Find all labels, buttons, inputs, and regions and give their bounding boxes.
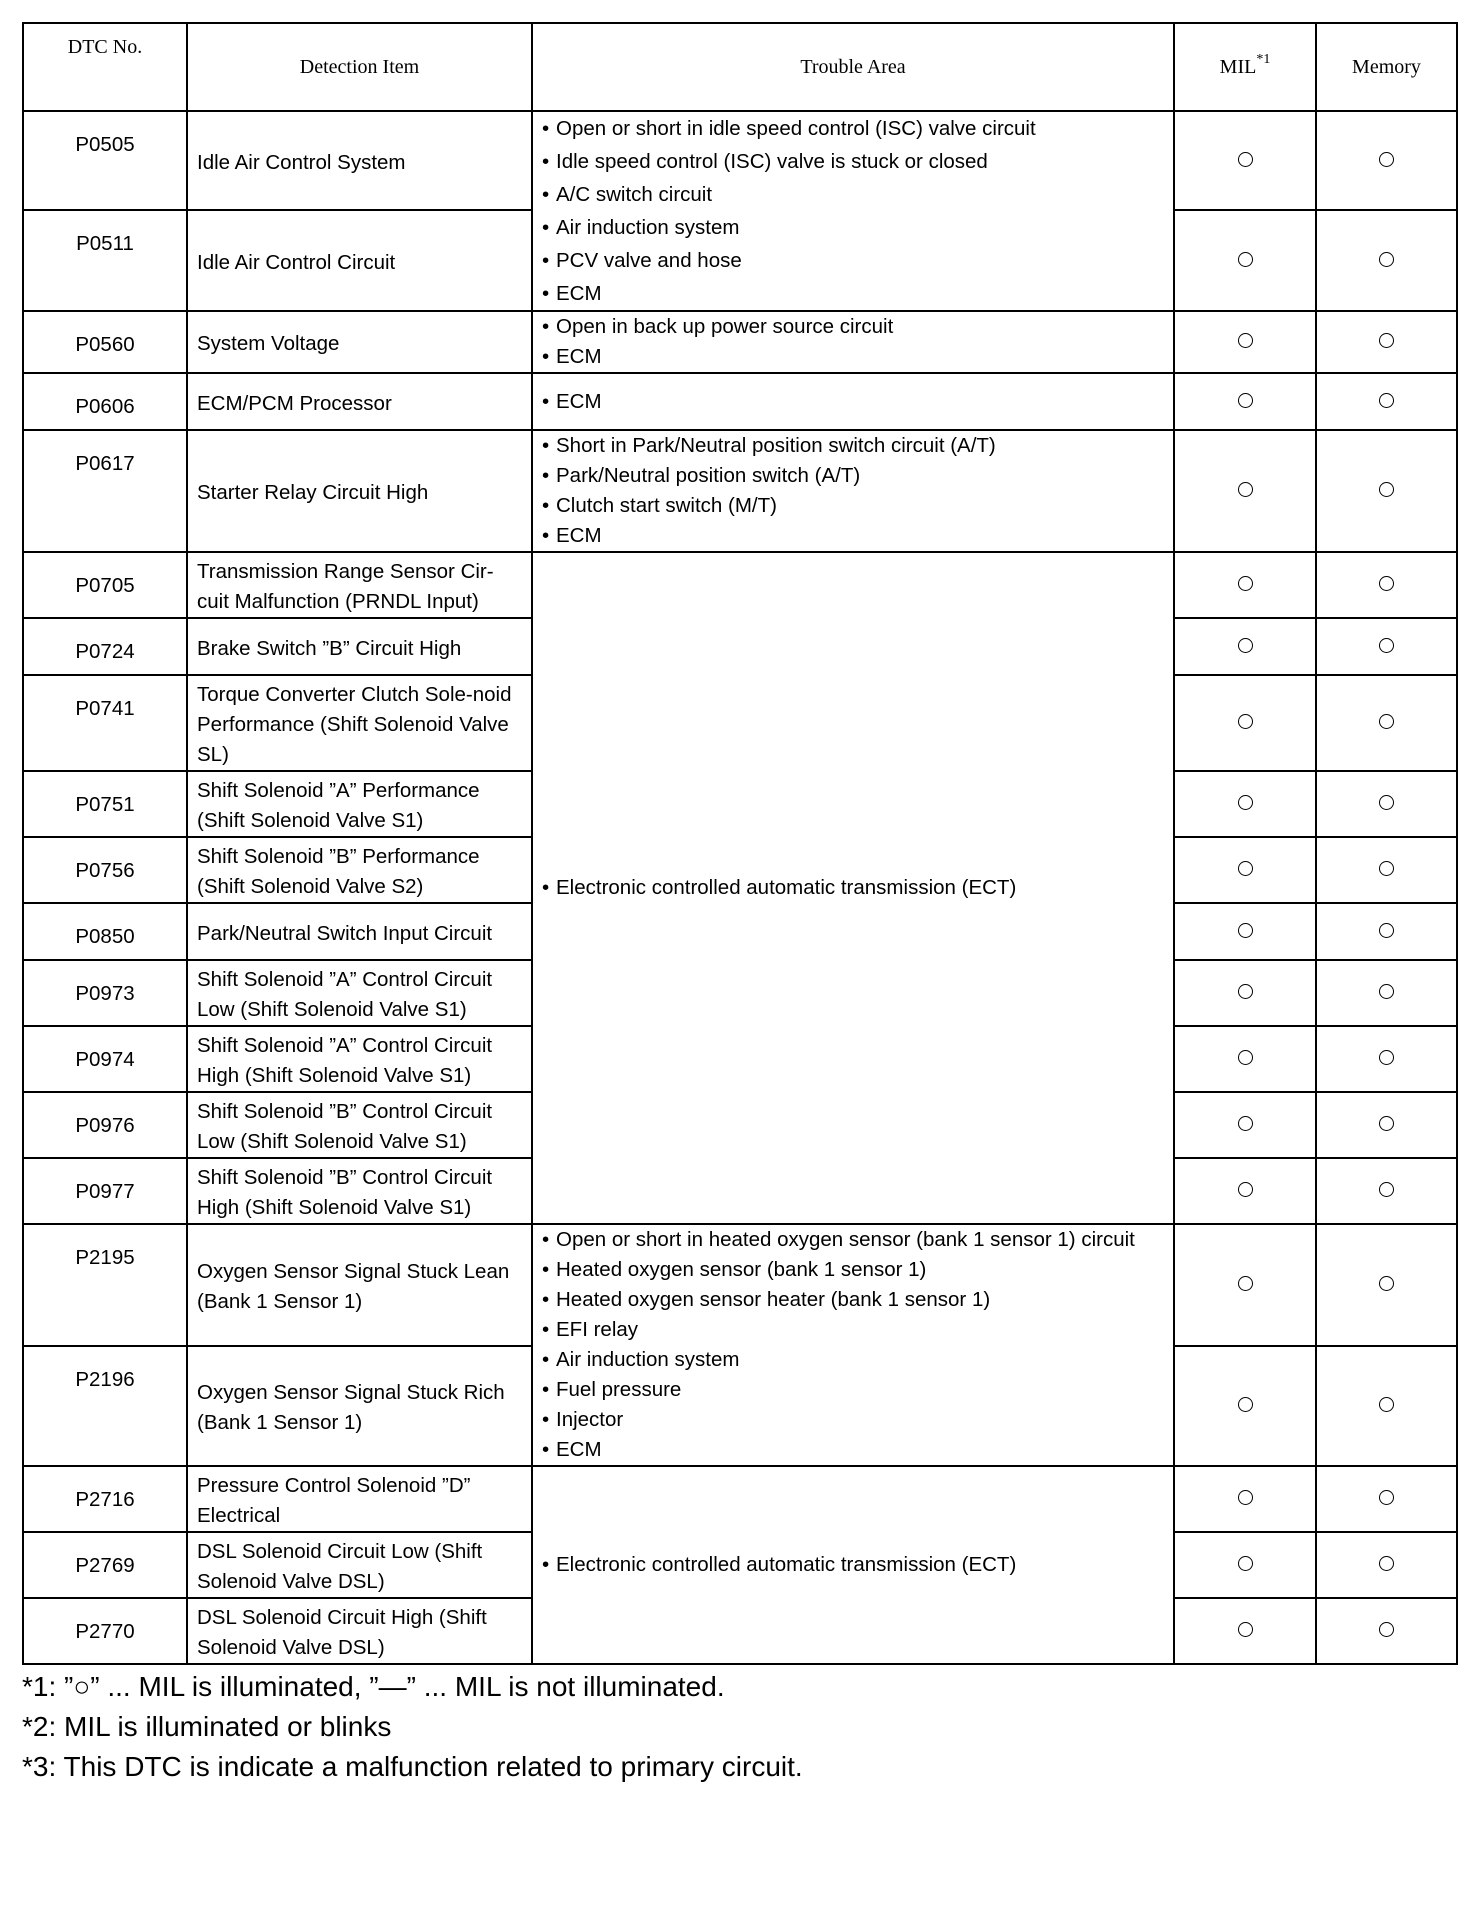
memory-cell bbox=[1316, 837, 1457, 903]
trouble-item: • Fuel pressure bbox=[542, 1375, 1167, 1405]
circle-icon bbox=[1238, 861, 1253, 876]
circle-icon bbox=[1379, 1490, 1394, 1505]
trouble-item: • Short in Park/Neutral position switch circuit (A/T) bbox=[542, 431, 1167, 461]
dtc-code: P0977 bbox=[23, 1158, 187, 1224]
dtc-code: P2195 bbox=[23, 1224, 187, 1346]
memory-cell bbox=[1316, 373, 1457, 430]
table-row bbox=[23, 1466, 1457, 1532]
trouble-item: • EFI relay bbox=[542, 1315, 1167, 1345]
detection-item: Transmission Range Sensor Cir-cuit Malfunction (PRNDL Input) bbox=[187, 552, 532, 618]
memory-cell bbox=[1316, 552, 1457, 618]
detection-item: Pressure Control Solenoid ”D” Electrical bbox=[187, 1466, 532, 1532]
mil-cell bbox=[1174, 373, 1316, 430]
trouble-item: • Electronic controlled automatic transmission (ECT) bbox=[542, 873, 1167, 903]
trouble-item: • Open or short in heated oxygen sensor (bank 1 sensor 1) circuit bbox=[542, 1225, 1167, 1255]
table-row bbox=[23, 430, 1457, 552]
header-mil-label: MIL bbox=[1219, 55, 1257, 78]
circle-icon bbox=[1238, 393, 1253, 408]
mil-cell bbox=[1174, 1026, 1316, 1092]
dtc-code: P0560 bbox=[23, 311, 187, 373]
circle-icon bbox=[1379, 576, 1394, 591]
circle-icon bbox=[1238, 1397, 1253, 1412]
circle-icon bbox=[1238, 333, 1253, 348]
circle-icon bbox=[1379, 1276, 1394, 1291]
memory-cell bbox=[1316, 1598, 1457, 1664]
detection-item: DSL Solenoid Circuit Low (Shift Solenoid Valve DSL) bbox=[187, 1532, 532, 1598]
trouble-item: • Park/Neutral position switch (A/T) bbox=[542, 461, 1167, 491]
mil-cell bbox=[1174, 1466, 1316, 1532]
circle-icon bbox=[1238, 923, 1253, 938]
detection-item: Oxygen Sensor Signal Stuck Rich (Bank 1 Sensor 1) bbox=[187, 1346, 532, 1466]
circle-icon bbox=[1238, 1556, 1253, 1571]
mil-cell bbox=[1174, 675, 1316, 771]
memory-cell bbox=[1316, 771, 1457, 837]
table-body bbox=[23, 111, 1457, 1664]
memory-cell bbox=[1316, 430, 1457, 552]
trouble-item: • ECM bbox=[542, 387, 1167, 417]
circle-icon bbox=[1379, 1397, 1394, 1412]
trouble-item: • A/C switch circuit bbox=[542, 178, 1167, 211]
memory-cell bbox=[1316, 903, 1457, 960]
circle-icon bbox=[1379, 638, 1394, 653]
dtc-code: P2196 bbox=[23, 1346, 187, 1466]
mil-cell bbox=[1174, 1346, 1316, 1466]
table-row bbox=[23, 373, 1457, 430]
memory-cell bbox=[1316, 1026, 1457, 1092]
circle-icon bbox=[1379, 1182, 1394, 1197]
detection-item: Shift Solenoid ”B” Performance (Shift Solenoid Valve S2) bbox=[187, 837, 532, 903]
dtc-table-page bbox=[22, 22, 1456, 1787]
circle-icon bbox=[1379, 393, 1394, 408]
circle-icon bbox=[1238, 252, 1253, 267]
mil-cell bbox=[1174, 1532, 1316, 1598]
circle-icon bbox=[1238, 984, 1253, 999]
table-row bbox=[23, 111, 1457, 210]
header-mil bbox=[1174, 23, 1316, 111]
footnote: *1: ”○” ... MIL is illuminated, ”—” ... MIL is not illuminated. bbox=[22, 1671, 725, 1702]
memory-cell bbox=[1316, 1532, 1457, 1598]
circle-icon bbox=[1379, 714, 1394, 729]
header-trouble-area: Trouble Area bbox=[532, 23, 1174, 111]
detection-item: Shift Solenoid ”B” Control Circuit High (Shift Solenoid Valve S1) bbox=[187, 1158, 532, 1224]
mil-cell bbox=[1174, 960, 1316, 1026]
trouble-item: • Air induction system bbox=[542, 1345, 1167, 1375]
mil-cell bbox=[1174, 837, 1316, 903]
mil-cell bbox=[1174, 1092, 1316, 1158]
detection-item: ECM/PCM Processor bbox=[187, 373, 532, 430]
detection-item: Shift Solenoid ”B” Control Circuit Low (Shift Solenoid Valve S1) bbox=[187, 1092, 532, 1158]
memory-cell bbox=[1316, 960, 1457, 1026]
trouble-item: • Injector bbox=[542, 1405, 1167, 1435]
circle-icon bbox=[1238, 1622, 1253, 1637]
trouble-item: • ECM bbox=[542, 277, 1167, 310]
memory-cell bbox=[1316, 1158, 1457, 1224]
memory-cell bbox=[1316, 1346, 1457, 1466]
circle-icon bbox=[1238, 482, 1253, 497]
dtc-code: P0751 bbox=[23, 771, 187, 837]
trouble-area bbox=[532, 1224, 1174, 1466]
circle-icon bbox=[1379, 1556, 1394, 1571]
memory-cell bbox=[1316, 111, 1457, 210]
dtc-code: P0976 bbox=[23, 1092, 187, 1158]
circle-icon bbox=[1379, 333, 1394, 348]
circle-icon bbox=[1379, 984, 1394, 999]
circle-icon bbox=[1238, 1116, 1253, 1131]
dtc-code: P0617 bbox=[23, 430, 187, 552]
mil-cell bbox=[1174, 618, 1316, 675]
mil-cell bbox=[1174, 1224, 1316, 1346]
trouble-item: • Open in back up power source circuit bbox=[542, 312, 1167, 342]
circle-icon bbox=[1379, 1116, 1394, 1131]
trouble-item: • ECM bbox=[542, 1435, 1167, 1465]
circle-icon bbox=[1238, 1276, 1253, 1291]
trouble-item: • Idle speed control (ISC) valve is stuck or closed bbox=[542, 145, 1167, 178]
memory-cell bbox=[1316, 1466, 1457, 1532]
circle-icon bbox=[1379, 923, 1394, 938]
mil-cell bbox=[1174, 1158, 1316, 1224]
trouble-item: • Electronic controlled automatic transmission (ECT) bbox=[542, 1550, 1167, 1580]
trouble-area bbox=[532, 1466, 1174, 1664]
detection-item: Shift Solenoid ”A” Control Circuit High (Shift Solenoid Valve S1) bbox=[187, 1026, 532, 1092]
memory-cell bbox=[1316, 675, 1457, 771]
memory-cell bbox=[1316, 1224, 1457, 1346]
detection-item: Torque Converter Clutch Sole-noid Performance (Shift Solenoid Valve SL) bbox=[187, 675, 532, 771]
circle-icon bbox=[1238, 714, 1253, 729]
trouble-area bbox=[532, 430, 1174, 552]
header-mil-footnote: *1 bbox=[1256, 51, 1271, 67]
circle-icon bbox=[1238, 795, 1253, 810]
circle-icon bbox=[1379, 482, 1394, 497]
dtc-code: P0724 bbox=[23, 618, 187, 675]
dtc-code: P0973 bbox=[23, 960, 187, 1026]
mil-cell bbox=[1174, 552, 1316, 618]
table-row bbox=[23, 552, 1457, 618]
header-memory: Memory bbox=[1316, 23, 1457, 111]
mil-cell bbox=[1174, 1598, 1316, 1664]
detection-item: Shift Solenoid ”A” Control Circuit Low (Shift Solenoid Valve S1) bbox=[187, 960, 532, 1026]
trouble-item: • PCV valve and hose bbox=[542, 244, 1167, 277]
header-dtc: DTC No. bbox=[23, 23, 187, 111]
circle-icon bbox=[1238, 576, 1253, 591]
circle-icon bbox=[1238, 1490, 1253, 1505]
trouble-item: • ECM bbox=[542, 342, 1167, 372]
footnote: *2: MIL is illuminated or blinks bbox=[22, 1711, 392, 1742]
trouble-item: • Heated oxygen sensor (bank 1 sensor 1) bbox=[542, 1255, 1167, 1285]
detection-item: System Voltage bbox=[187, 311, 532, 373]
mil-cell bbox=[1174, 903, 1316, 960]
detection-item: Starter Relay Circuit High bbox=[187, 430, 532, 552]
dtc-code: P0974 bbox=[23, 1026, 187, 1092]
dtc-code: P2770 bbox=[23, 1598, 187, 1664]
header-row bbox=[23, 23, 1457, 111]
detection-item: Idle Air Control System bbox=[187, 111, 532, 210]
footnotes bbox=[22, 1667, 1456, 1787]
dtc-code: P0511 bbox=[23, 210, 187, 311]
trouble-item: • ECM bbox=[542, 521, 1167, 551]
dtc-code: P2769 bbox=[23, 1532, 187, 1598]
memory-cell bbox=[1316, 210, 1457, 311]
trouble-item: • Open or short in idle speed control (ISC) valve circuit bbox=[542, 112, 1167, 145]
header-detection-item: Detection Item bbox=[187, 23, 532, 111]
circle-icon bbox=[1379, 1050, 1394, 1065]
trouble-area bbox=[532, 552, 1174, 1224]
detection-item: Idle Air Control Circuit bbox=[187, 210, 532, 311]
trouble-area bbox=[532, 111, 1174, 311]
mil-cell bbox=[1174, 430, 1316, 552]
memory-cell bbox=[1316, 618, 1457, 675]
mil-cell bbox=[1174, 771, 1316, 837]
dtc-code: P0850 bbox=[23, 903, 187, 960]
dtc-table bbox=[22, 22, 1458, 1665]
mil-cell bbox=[1174, 111, 1316, 210]
trouble-area bbox=[532, 311, 1174, 373]
detection-item: DSL Solenoid Circuit High (Shift Solenoid Valve DSL) bbox=[187, 1598, 532, 1664]
table-row bbox=[23, 1224, 1457, 1346]
footnote: *3: This DTC is indicate a malfunction related to primary circuit. bbox=[22, 1751, 803, 1782]
memory-cell bbox=[1316, 311, 1457, 373]
dtc-code: P0705 bbox=[23, 552, 187, 618]
mil-cell bbox=[1174, 210, 1316, 311]
circle-icon bbox=[1238, 1050, 1253, 1065]
mil-cell bbox=[1174, 311, 1316, 373]
circle-icon bbox=[1238, 1182, 1253, 1197]
trouble-item: • Air induction system bbox=[542, 211, 1167, 244]
dtc-code: P0505 bbox=[23, 111, 187, 210]
memory-cell bbox=[1316, 1092, 1457, 1158]
trouble-item: • Clutch start switch (M/T) bbox=[542, 491, 1167, 521]
detection-item: Oxygen Sensor Signal Stuck Lean (Bank 1 Sensor 1) bbox=[187, 1224, 532, 1346]
detection-item: Shift Solenoid ”A” Performance (Shift Solenoid Valve S1) bbox=[187, 771, 532, 837]
detection-item: Brake Switch ”B” Circuit High bbox=[187, 618, 532, 675]
circle-icon bbox=[1379, 861, 1394, 876]
trouble-item: • Heated oxygen sensor heater (bank 1 sensor 1) bbox=[542, 1285, 1167, 1315]
circle-icon bbox=[1238, 152, 1253, 167]
dtc-code: P2716 bbox=[23, 1466, 187, 1532]
trouble-area bbox=[532, 373, 1174, 430]
dtc-code: P0741 bbox=[23, 675, 187, 771]
circle-icon bbox=[1379, 152, 1394, 167]
circle-icon bbox=[1379, 252, 1394, 267]
circle-icon bbox=[1379, 795, 1394, 810]
circle-icon bbox=[1379, 1622, 1394, 1637]
dtc-code: P0606 bbox=[23, 373, 187, 430]
circle-icon bbox=[1238, 638, 1253, 653]
table-row bbox=[23, 311, 1457, 373]
detection-item: Park/Neutral Switch Input Circuit bbox=[187, 903, 532, 960]
dtc-code: P0756 bbox=[23, 837, 187, 903]
